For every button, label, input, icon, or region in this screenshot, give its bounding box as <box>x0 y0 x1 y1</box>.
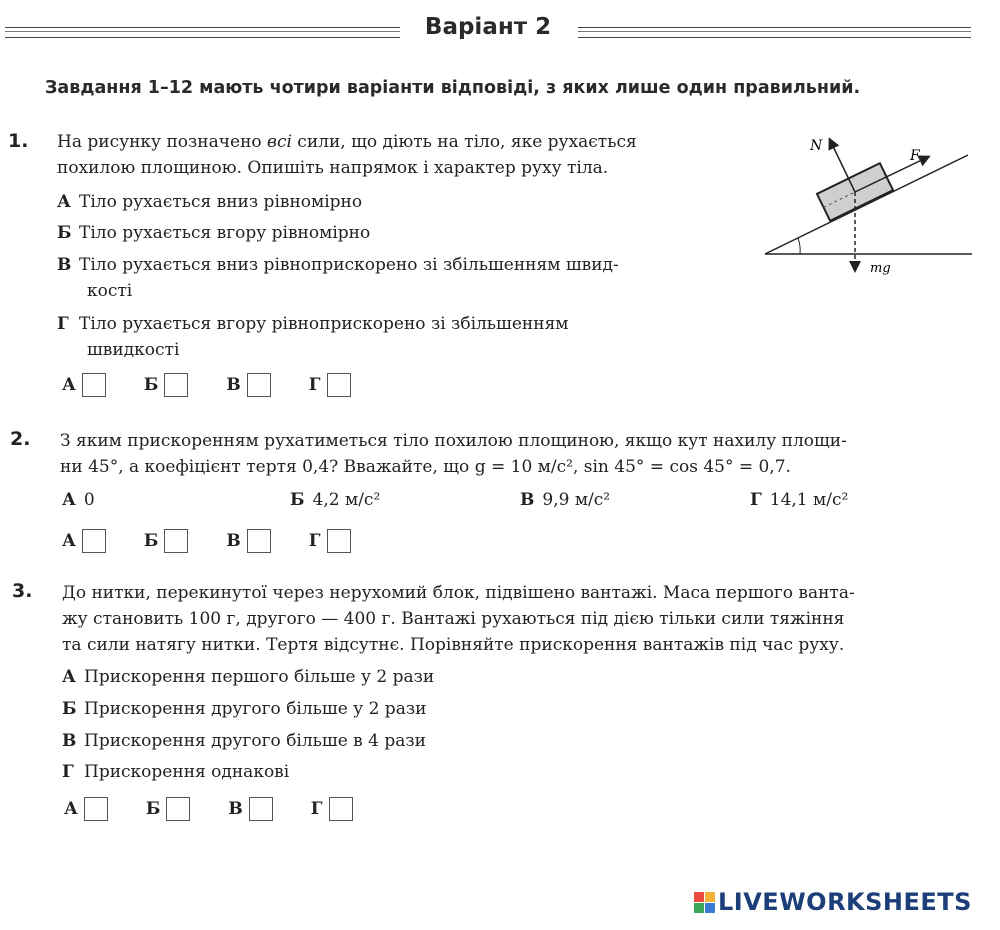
question-3-line3: та сили натягу нитки. Тертя відсутнє. Порівняйте прискорення вантажів під час руху. <box>62 635 845 655</box>
answer-box-a[interactable] <box>82 529 106 553</box>
option-letter: Б <box>290 490 305 510</box>
answer-letter: А <box>62 375 76 395</box>
question-1-text-line2: похилою площиною. Опишіть напрямок і характер руху тіла. <box>57 158 609 178</box>
question-3-option-d <box>62 759 289 785</box>
question-2-text <box>60 428 990 480</box>
question-1-text-em: всі <box>267 132 292 152</box>
answer-letter: Г <box>310 799 323 819</box>
answer-letter: Г <box>308 531 321 551</box>
option-letter: А <box>57 192 71 212</box>
answer-letter: Б <box>143 375 159 395</box>
option-letter: Б <box>57 223 72 243</box>
option-text: Тіло рухається вгору рівноприскорено зі збільшенням <box>79 314 569 334</box>
option-text: Прискорення другого більше в 4 рази <box>84 731 427 751</box>
option-text: 14,1 м/с² <box>769 490 849 510</box>
answer-letter: Б <box>143 531 159 551</box>
question-2-option-a <box>62 490 95 510</box>
option-letter: В <box>62 731 77 751</box>
answer-letter: В <box>226 375 241 395</box>
question-2-number: 2. <box>10 428 31 450</box>
inclined-plane-figure <box>760 130 980 280</box>
answer-letter: А <box>62 531 76 551</box>
question-1-text <box>57 129 737 181</box>
question-3-text <box>62 580 982 658</box>
option-letter: Г <box>62 762 74 782</box>
option-text: Тіло рухається вниз рівноприскорено зі збільшенням швид- <box>79 255 619 275</box>
question-2-option-d <box>750 490 848 510</box>
option-text: 4,2 м/с² <box>312 490 381 510</box>
option-text: Прискорення другого більше у 2 рази <box>84 699 427 719</box>
question-2-answers <box>62 529 389 553</box>
label-N: N <box>810 138 823 154</box>
option-letter: Б <box>62 699 77 719</box>
answer-box-a[interactable] <box>82 373 106 397</box>
option-text-continued: кості <box>87 281 133 301</box>
header-rule-left <box>5 27 400 38</box>
answer-letter: А <box>64 799 78 819</box>
option-letter: Г <box>750 490 762 510</box>
page-title: Варіант 2 <box>424 14 552 40</box>
question-1-answers <box>62 373 389 397</box>
answer-letter: Б <box>145 799 161 819</box>
answer-box-c[interactable] <box>247 373 271 397</box>
answer-box-c[interactable] <box>247 529 271 553</box>
question-3-option-a <box>62 664 434 690</box>
answer-box-a[interactable] <box>84 797 108 821</box>
question-3-option-b <box>62 696 426 722</box>
option-text: Тіло рухається вниз рівномірно <box>79 192 363 212</box>
question-3-answers <box>64 797 391 821</box>
question-1-text-b: сили, що діють на тіло, яке рухається <box>291 132 637 152</box>
option-letter: В <box>520 490 535 510</box>
answer-box-b[interactable] <box>164 373 188 397</box>
option-text: 0 <box>83 490 95 510</box>
answer-letter: Г <box>308 375 321 395</box>
question-3-option-c <box>62 728 426 754</box>
question-1-number: 1. <box>8 130 29 152</box>
option-text: Тіло рухається вгору рівномірно <box>79 223 371 243</box>
answer-box-d[interactable] <box>327 373 351 397</box>
instructions: Завдання 1–12 мають чотири варіанти відповіді, з яких лише один правильний. <box>45 78 861 98</box>
answer-box-b[interactable] <box>166 797 190 821</box>
question-1-option-a <box>57 189 362 215</box>
question-1-text-a: На рисунку позначено <box>57 132 268 152</box>
answer-letter: В <box>228 799 243 819</box>
question-1-option-d <box>57 311 569 363</box>
answer-letter: В <box>226 531 241 551</box>
answer-box-d[interactable] <box>329 797 353 821</box>
question-2-line2: ни 45°, а коефіцієнт тертя 0,4? Вважайте, що g = 10 м/с², sin 45° = cos 45° = 0,7. <box>60 457 791 477</box>
label-mg: mg <box>870 261 891 276</box>
question-2-line1: З яким прискоренням рухатиметься тіло похилою площиною, якщо кут нахилу площи- <box>60 431 847 451</box>
liveworksheets-logo <box>694 888 972 916</box>
option-letter: А <box>62 490 76 510</box>
option-text: Прискорення однакові <box>84 762 290 782</box>
option-letter: В <box>57 255 72 275</box>
angle-arc <box>798 238 800 254</box>
question-2-option-c <box>520 490 610 510</box>
question-2-option-b <box>290 490 380 510</box>
question-1-option-c <box>57 252 619 304</box>
logo-text: LIVEWORKSHEETS <box>718 888 972 916</box>
question-1-option-b <box>57 220 370 246</box>
logo-icon <box>694 892 715 913</box>
option-text: Прискорення першого більше у 2 рази <box>84 667 435 687</box>
label-F: F <box>910 148 920 164</box>
option-letter: А <box>62 667 76 687</box>
option-text: 9,9 м/с² <box>542 490 611 510</box>
question-3-number: 3. <box>12 580 33 602</box>
header-rule-right <box>578 27 971 38</box>
question-3-line1: До нитки, перекинутої через нерухомий блок, підвішено вантажі. Маса першого ванта- <box>62 583 855 603</box>
answer-box-b[interactable] <box>164 529 188 553</box>
answer-box-d[interactable] <box>327 529 351 553</box>
option-text-continued: швидкості <box>87 340 180 360</box>
option-letter: Г <box>57 314 69 334</box>
question-3-line2: жу становить 100 г, другого — 400 г. Вантажі рухаються під дією тільки сили тяжіння <box>62 609 845 629</box>
answer-box-c[interactable] <box>249 797 273 821</box>
